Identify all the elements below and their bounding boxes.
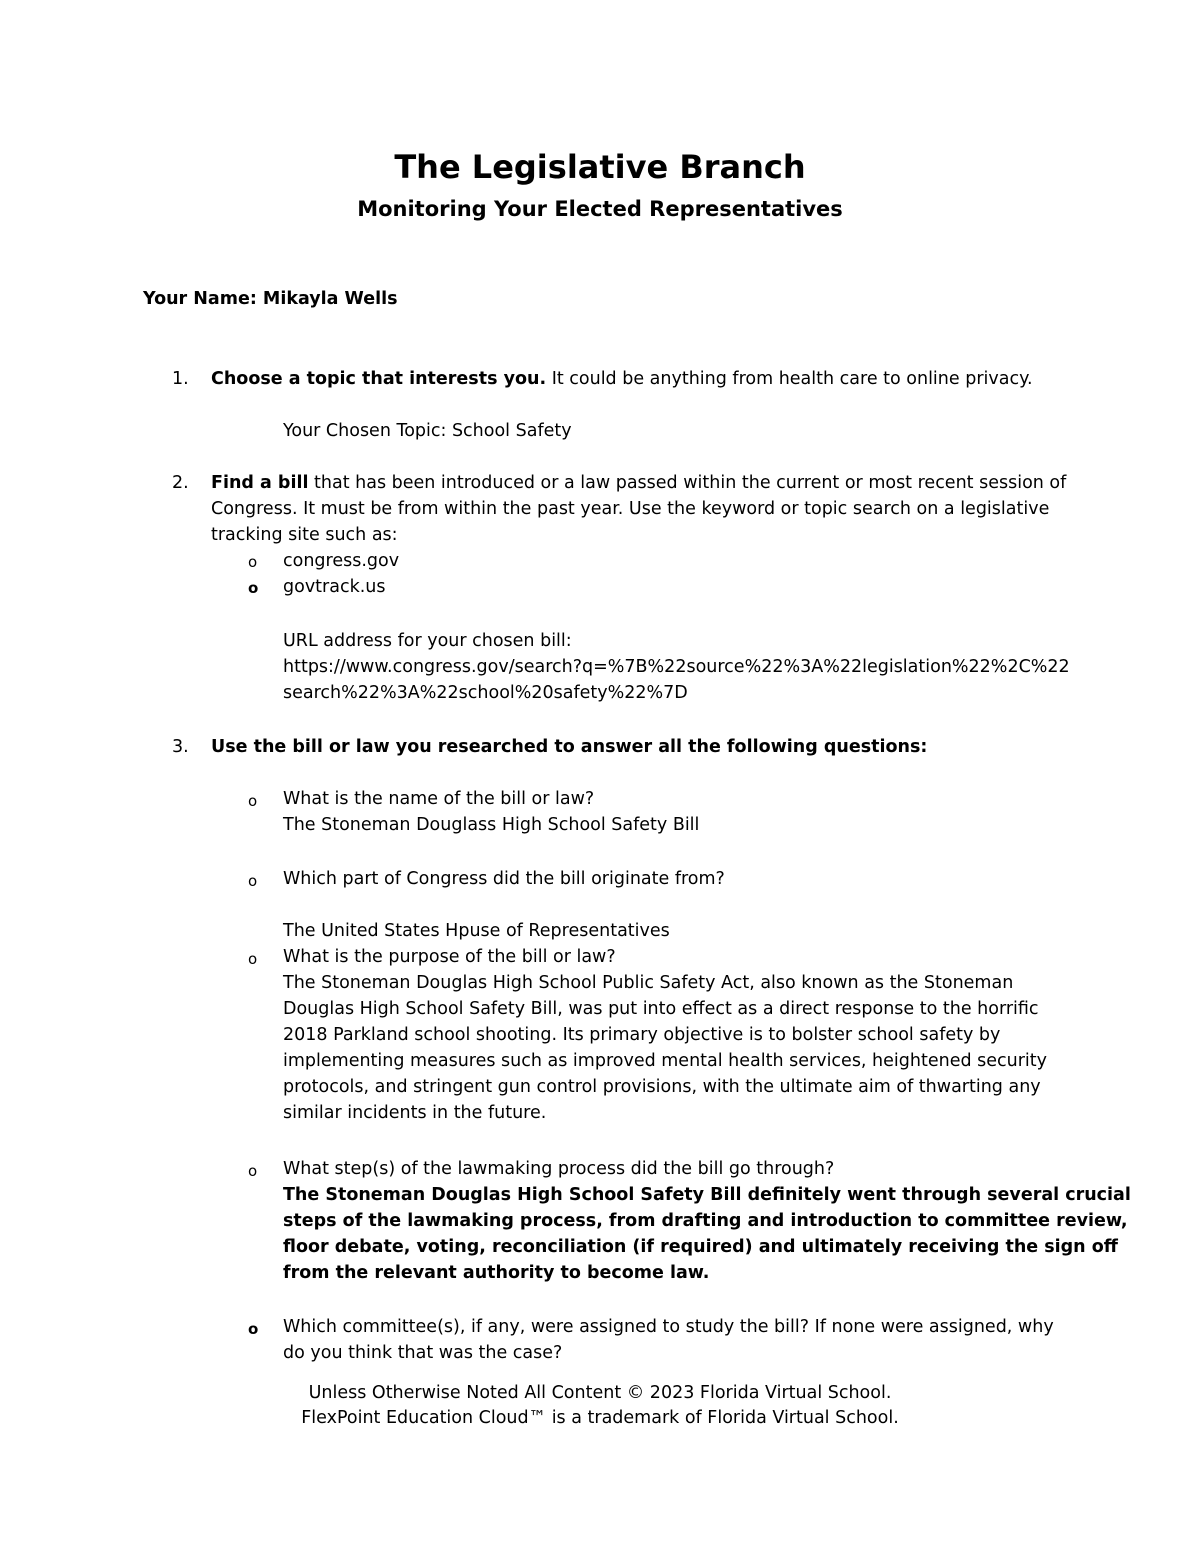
purpose-answer-line: implementing measures such as improved mental health services, heightened security [283,1051,1048,1071]
name-question: What is the name of the bill or law? [283,789,595,809]
site-congress: congress.gov [283,551,400,571]
page-title: The Legislative Branch [394,148,806,186]
bullet-icon: o [248,579,259,597]
steps-answer-line: floor debate, voting, reconciliation (if required) and ultimately receiving the sign off [283,1237,1118,1257]
q1-answer: Your Chosen Topic: School Safety [283,421,572,441]
url-label: URL address for your chosen bill: [283,631,572,651]
q1-text [211,366,1033,392]
bullet-icon: o [248,792,258,810]
q2-line2: Congress. It must be from within the past year. Use the keyword or topic search on a legislative [211,499,1050,519]
steps-question: What step(s) of the lawmaking process did the bill go through? [283,1159,835,1179]
footer-copyright: Unless Otherwise Noted All Content © 2023 Florida Virtual School. [308,1383,892,1403]
footer-trademark: FlexPoint Education Cloud™ is a trademark of Florida Virtual School. [301,1408,899,1428]
steps-answer-line: from the relevant authority to become law. [283,1263,710,1283]
bullet-icon: o [248,950,258,968]
bullet-icon: o [248,1162,258,1180]
purpose-answer-line: Douglas High School Safety Bill, was put into effect as a direct response to the horrific [283,999,1039,1019]
committee-question-line: Which committee(s), if any, were assigned to study the bill? If none were assigned, why [283,1317,1054,1337]
q1-rest: It could be anything from health care to online privacy. [546,369,1033,389]
steps-answer-line: steps of the lawmaking process, from drafting and introduction to committee review, [283,1211,1128,1231]
student-name: Your Name: Mikayla Wells [143,289,398,309]
purpose-answer-line: similar incidents in the future. [283,1103,547,1123]
q3-number: 3. [172,737,189,757]
url-line-2: search%22%3A%22school%20safety%22%7D [283,683,688,703]
q2-line1-rest: that has been introduced or a law passed within the current or most recent session of [308,473,1067,493]
committee-question-line: do you think that was the case? [283,1343,563,1363]
q1-bold: Choose a topic that interests you. [211,369,547,389]
name-answer: The Stoneman Douglass High School Safety Bill [283,815,700,835]
bullet-icon: o [248,553,258,571]
purpose-answer-line: 2018 Parkland school shooting. Its primary objective is to bolster school safety by [283,1025,1001,1045]
q2-line3: tracking site such as: [211,525,398,545]
origin-answer: The United States Hpuse of Representatives [283,921,670,941]
site-govtrack: govtrack.us [283,577,386,597]
q1-number: 1. [172,369,189,389]
steps-answer-line: The Stoneman Douglas High School Safety Bill definitely went through several crucial [283,1185,1131,1205]
purpose-answer-line: The Stoneman Douglas High School Public Safety Act, also known as the Stoneman [283,973,1014,993]
origin-question: Which part of Congress did the bill originate from? [283,869,725,889]
q2-line1 [211,470,1066,496]
bullet-icon: o [248,872,258,890]
page-subtitle: Monitoring Your Elected Representatives [357,197,843,221]
q2-bold: Find a bill [211,473,309,493]
purpose-answer-line: protocols, and stringent gun control provisions, with the ultimate aim of thwarting any [283,1077,1041,1097]
q3-heading: Use the bill or law you researched to answer all the following questions: [211,737,928,757]
q2-number: 2. [172,473,189,493]
bullet-icon: o [248,1320,259,1338]
purpose-question: What is the purpose of the bill or law? [283,947,616,967]
url-line-1: https://www.congress.gov/search?q=%7B%22source%22%3A%22legislation%22%2C%22 [283,657,1070,677]
